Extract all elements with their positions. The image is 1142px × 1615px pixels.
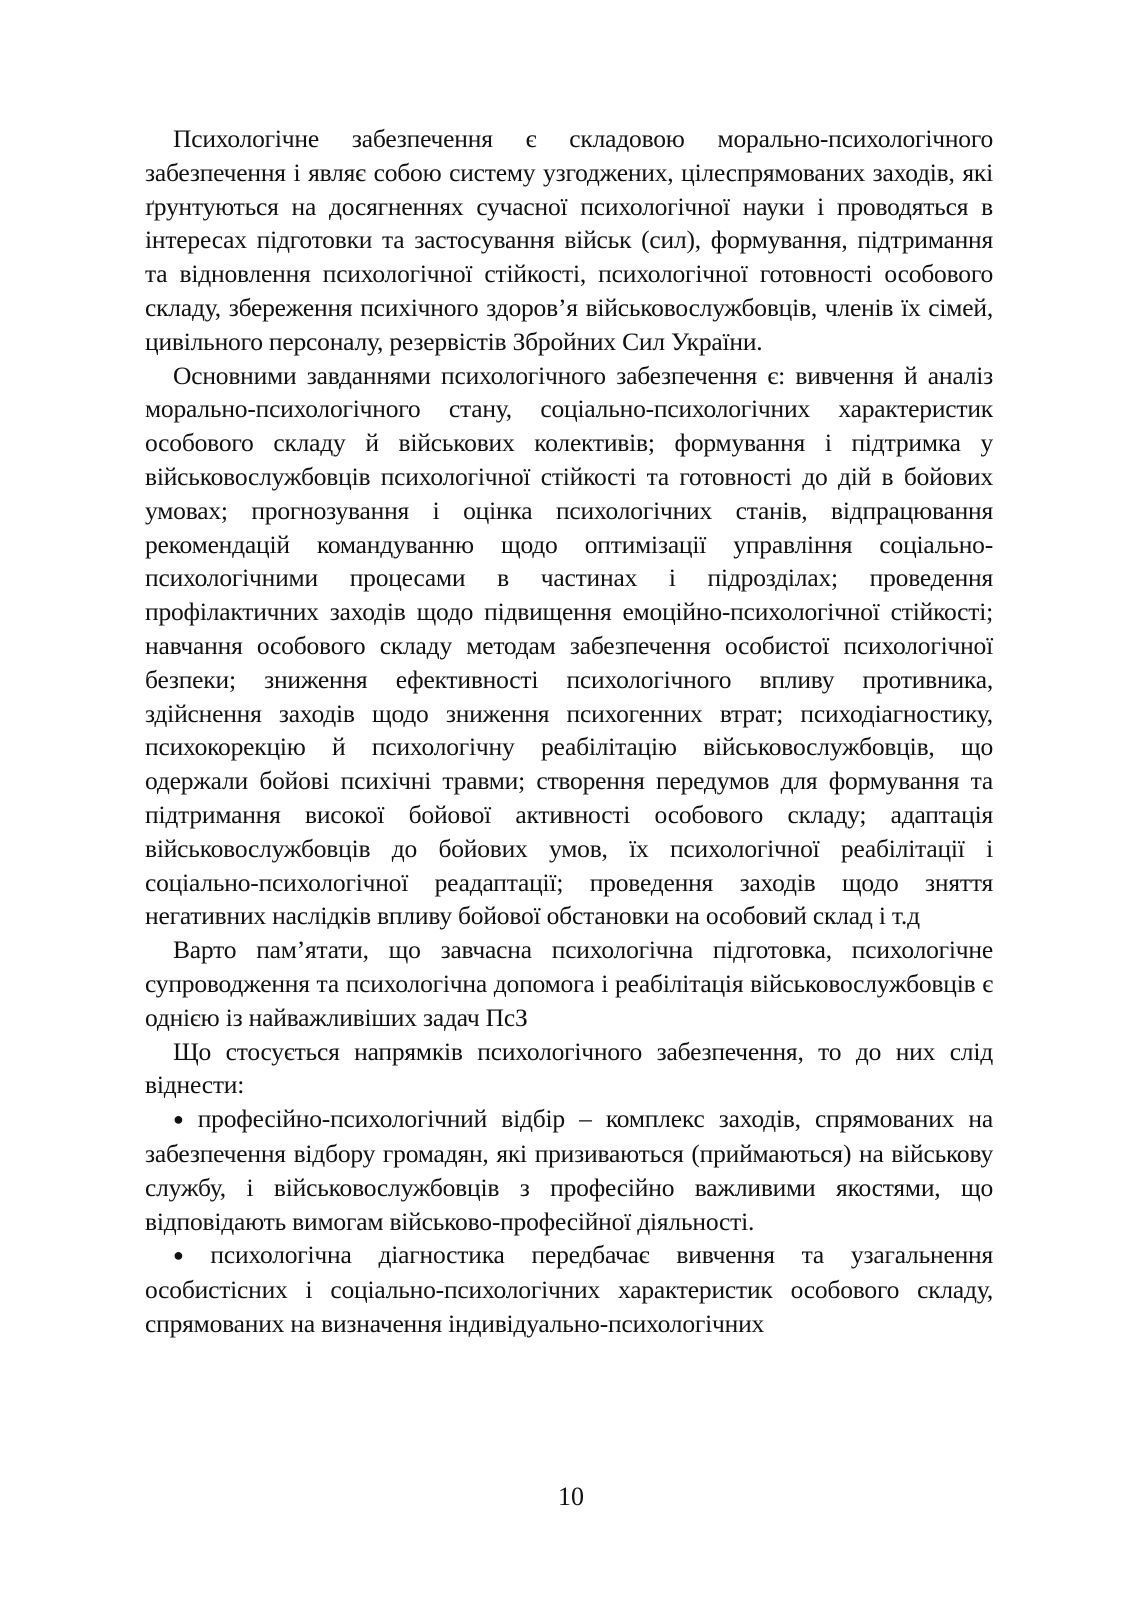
bullet-item-psychological-diagnostics (145, 1238, 993, 1340)
bullet-text: психологічна діагностика передбачає вивчення та узагальнення особистісних і соціально-психологічних характеристик особового складу, спрямованих на визначення індивідуально-психологічних (145, 1240, 993, 1338)
bullet-text: професійно-психологічний відбір – комплекс заходів, спрямованих на забезпечення відбору громадян, які призиваються (приймаються) на військову службу, і військовослужбовців з професійно важливими якостями, що відповідають вимогам військово-професійної діяльності. (145, 1104, 993, 1236)
page-number: 10 (558, 1482, 584, 1511)
bullet-icon: ● (173, 1245, 205, 1266)
paragraph-main-tasks: Основними завданнями психологічного забезпечення є: вивчення й аналіз морально-психологічного стану, соціально-психологічних характеристик особового складу й військових колективів; формування і підтримка у військовослужбовців психологічної стійкості та готовності до дій в бойових умовах; прогнозування і оцінка психологічних станів, відпрацювання рекомендацій командуванню щодо оптимізації управління соціально-психологічними процесами в частинах і підрозділах; проведення профілактичних заходів щодо підвищення емоційно-психологічної стійкості; навчання особового складу методам забезпечення особистої психологічної безпеки; зниження ефективності психологічного впливу противника, здійснення заходів щодо зниження психогенних втрат; психодіагностику, психокорекцію й психологічну реабілітацію військовослужбовців, що одержали бойові психічні травми; створення передумов для формування та підтримання високої бойової активності особового складу; адаптація військовослужбовців до бойових умов, їх психологічної реабілітації і соціально-психологічної реадаптації; проведення заходів щодо зняття негативних наслідків впливу бойової обстановки на особовий склад і т.д (145, 360, 993, 931)
document-page (145, 122, 993, 1341)
paragraph-directions-intro: Що стосується напрямків психологічного забезпечення, то до них слід віднести: (145, 1036, 993, 1100)
paragraph-definition: Психологічне забезпечення є складовою морально-психологічного забезпечення і являє собою систему узгоджених, цілеспрямованих заходів, які ґрунтуються на досягненнях сучасної психологічної науки і проводяться в інтересах підготовки та застосування військ (сил), формування, підтримання та відновлення психологічної стійкості, психологічної готовності особового складу, збереження психічного здоров’я військовослужбовців, членів їх сімей, цивільного персоналу, резервістів Збройних Сил України. (145, 124, 993, 356)
paragraph-reminder: Варто пам’ятати, що завчасна психологічна підготовка, психологічне супроводження та психологічна допомога і реабілітація військовослужбовців є однією із найважливіших задач ПсЗ (145, 935, 993, 1032)
bullet-item-professional-selection (145, 1102, 993, 1238)
bullet-icon: ● (173, 1109, 192, 1130)
